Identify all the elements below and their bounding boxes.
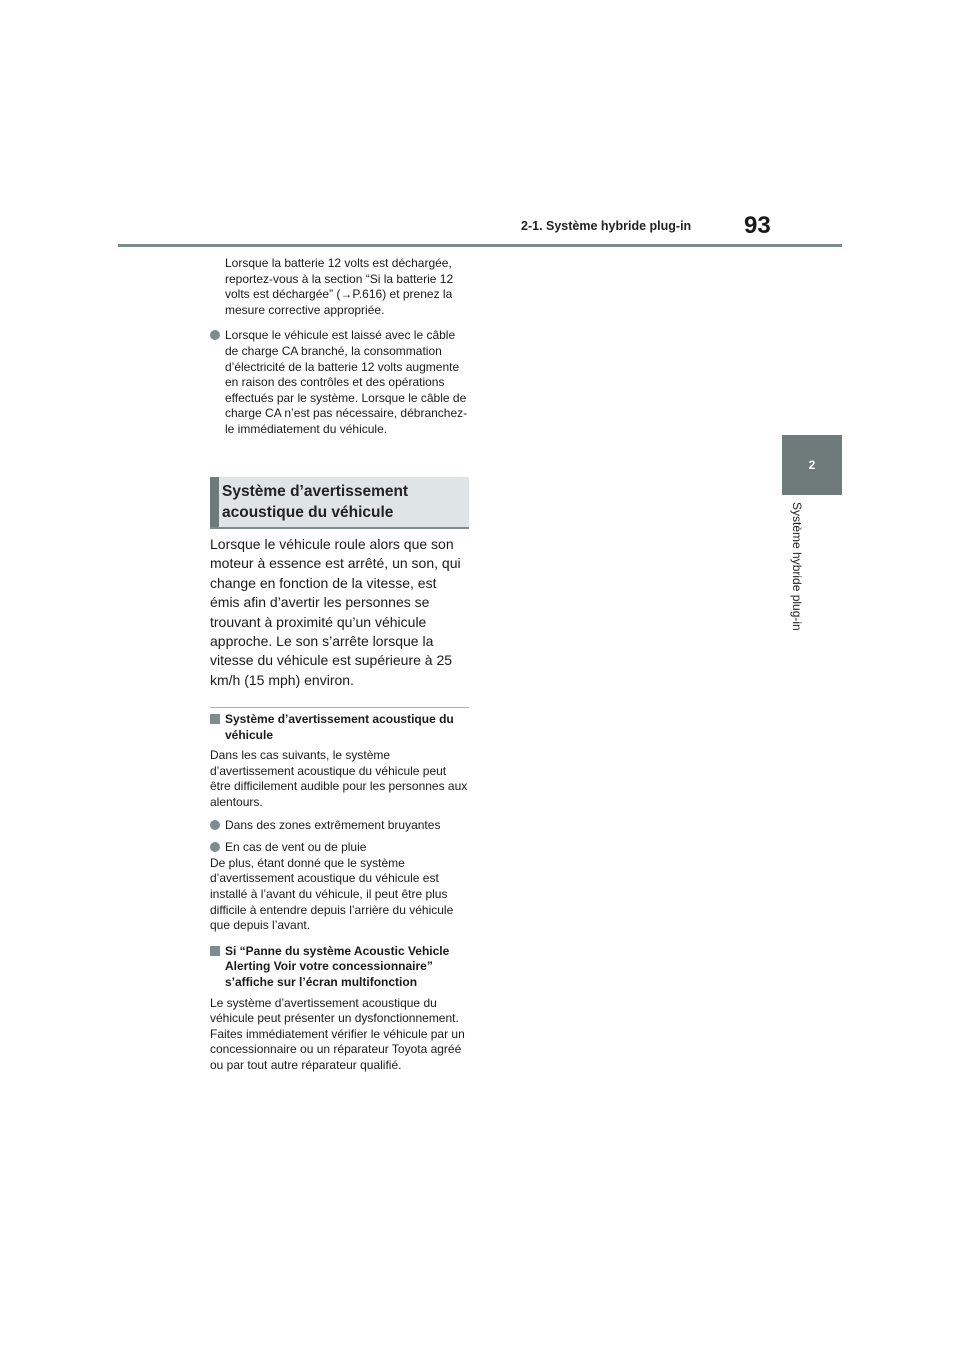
note-paragraph: Dans les cas suivants, le système d’avertissement acoustique du véhicule peut être difficilement audible pour les personnes aux alentours. [210,748,468,809]
bullet-text: Lorsque le véhicule est laissé avec le câble de charge CA branché, la consommation d’électricité de la batterie 12 volts augmente en raison des contrôles et des opérations effectués par le système. Lorsque le câble de charge CA n’est pas nécessaire, débranchez-le immédiatement du véhicule. [225,328,468,436]
note-paragraph: De plus, étant donné que le système d’avertissement acoustique du véhicule est installé à l’avant du véhicule, il peut être plus difficile à entendre depuis l’arrière du véhicule que depuis l’avant. [210,855,454,933]
bullet-icon [210,842,220,852]
subheading [210,712,469,743]
intro-paragraph: Lorsque le véhicule roule alors que son moteur à essence est arrêté, un son, qui change en fonction de la vitesse, est émis afin d’avertir les personnes se trouvant à proximité qu’un véhicule approche. Le son s’arrête lorsque la vitesse du véhicule est supérieure à 25 km/h (15 mph) environ. [210,536,461,688]
intro-block [210,535,469,690]
square-bullet-icon [210,946,220,956]
bullet-item [210,328,469,437]
section-title-bar [210,477,219,527]
subheading [210,944,469,991]
top-paragraph: Lorsque la batterie 12 volts est déchargée, reportez-vous à la section “Si la batterie 12 volts est déchargée” (→P.616) et prenez la mesure corrective appropriée. [225,256,454,317]
chapter-tab: 2 [782,435,842,495]
note-paragraph: Le système d’avertissement acoustique du véhicule peut présenter un dysfonctionnement. Faites immédiatement vérifier le véhicule par un concessionnaire ou un réparateur Toyota agréé ou par tout autre réparateur qualifié. [210,995,465,1072]
header-section-title: 2-1. Système hybride plug-in [521,219,692,233]
notes-block [210,712,469,1073]
page-number: 93 [744,212,771,239]
bullet-item [210,840,469,856]
section-divider [210,707,469,708]
header-rule [118,244,842,247]
square-bullet-icon [210,714,220,724]
bullet-item [210,818,469,834]
chapter-side-label [782,502,812,662]
bullet-icon [210,330,220,340]
bullet-text: Dans des zones extrêmement bruyantes [225,817,441,832]
subheading-text: Si “Panne du système Acoustic Vehicle Alerting Voir votre concessionnaire” s’affiche sur l’écran multifonction [225,943,450,989]
chapter-side-label-text: Système hybride plug-in [790,502,804,631]
bullet-icon [210,820,220,830]
bullet-text: En cas de vent ou de pluie [225,840,367,855]
section-title-box [210,477,469,529]
top-text-block [210,256,469,438]
subheading-text: Système d’avertissement acoustique du véhicule [225,712,454,742]
section-title: Système d’avertissement acoustique du véhicule [222,483,409,521]
